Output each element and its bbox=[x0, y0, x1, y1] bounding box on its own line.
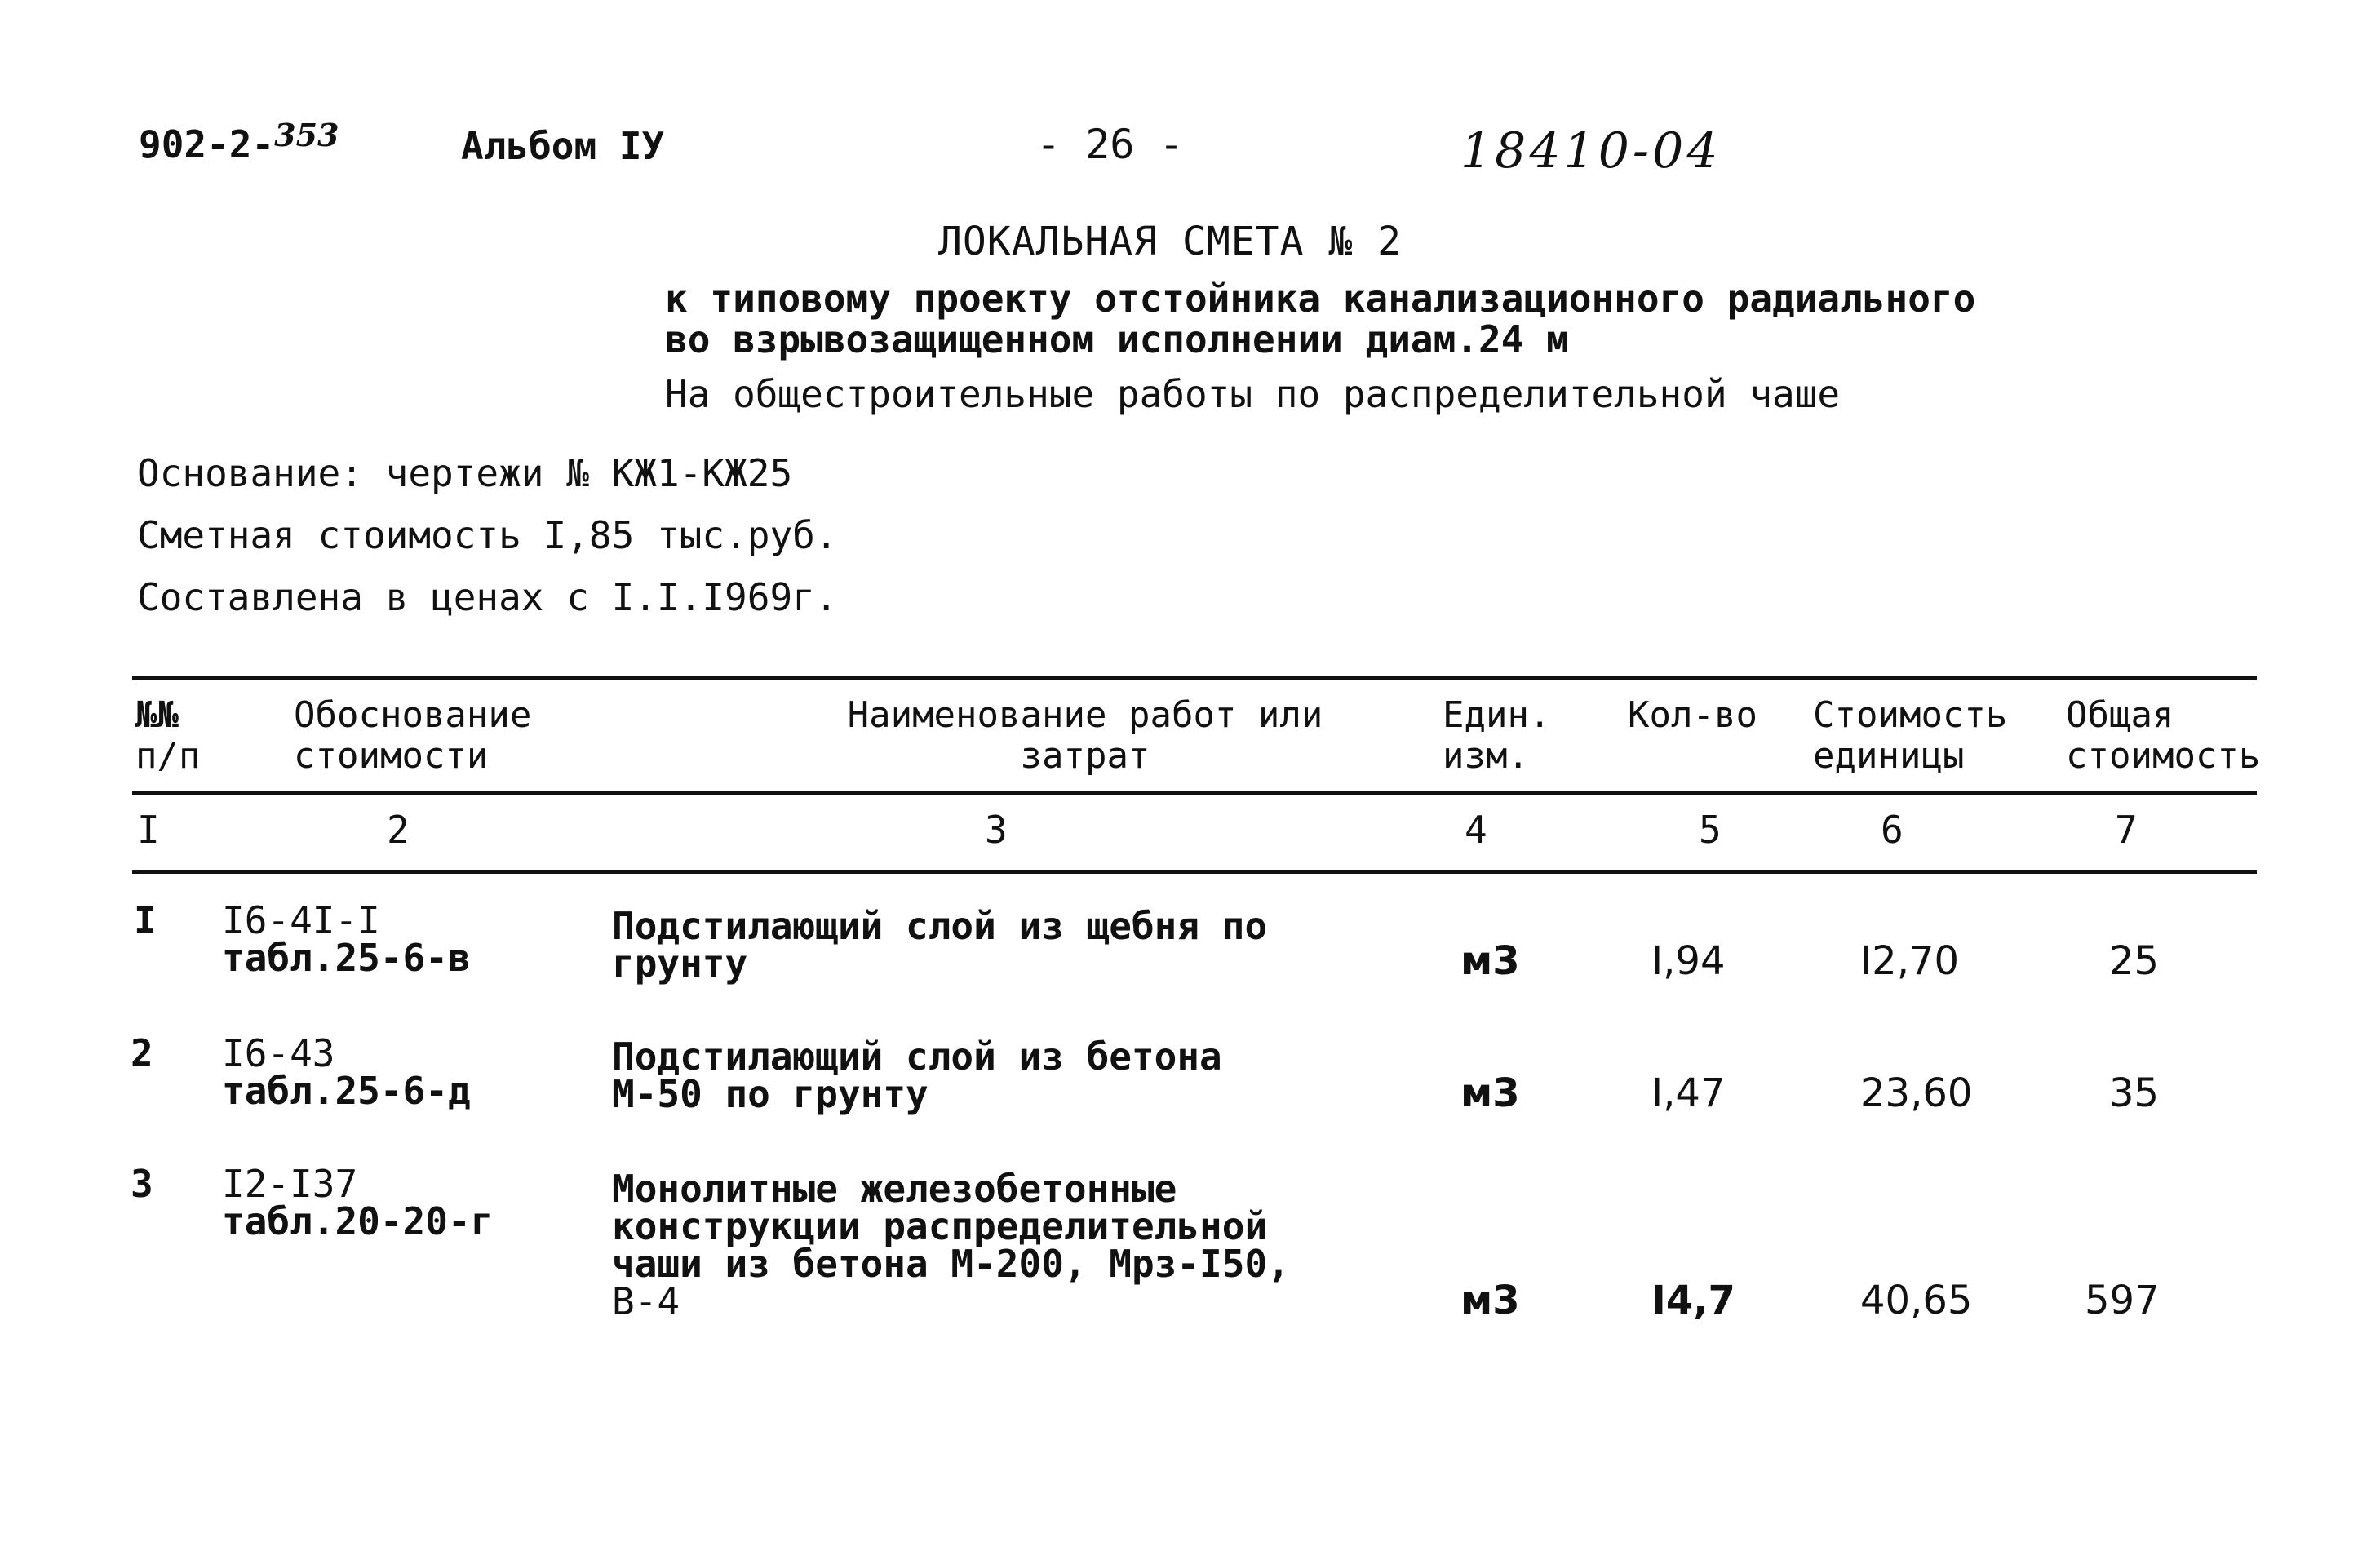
header-item-no-line2: п/п bbox=[135, 735, 201, 777]
header-basis-line1: Обоснование bbox=[294, 694, 532, 736]
header-unit-cost-line2: единицы bbox=[1813, 735, 1965, 777]
table-column-numbers-rule bbox=[132, 870, 2257, 874]
column-number-5: 5 bbox=[1699, 808, 1722, 852]
row-basis bbox=[222, 1162, 494, 1243]
estimated-cost-line: Сметная стоимость I,85 тыс.руб. bbox=[137, 513, 838, 557]
row-basis-line: I2-I37 bbox=[222, 1162, 358, 1206]
header-unit-cost-line1: Стоимость bbox=[1813, 694, 2008, 736]
column-number-2: 2 bbox=[387, 808, 410, 852]
row-basis-line: табл.25-6-д bbox=[222, 1069, 471, 1113]
basis-line: Основание: чертежи № КЖ1-КЖ25 bbox=[137, 451, 793, 495]
header-unit-line1: Един. bbox=[1443, 694, 1551, 736]
row-work-name-line: Подстилающий слой из щебня по bbox=[612, 904, 1268, 948]
row-unit-cost: I2,70 bbox=[1860, 938, 1960, 984]
subtitle-line-1: к типовому проекту отстойника канализационного радиального bbox=[665, 277, 1976, 321]
row-work-name bbox=[612, 1035, 1222, 1116]
row-unit-cost: 23,60 bbox=[1860, 1070, 1973, 1116]
row-work-name-line: Подстилающий слой из бетона bbox=[612, 1035, 1222, 1079]
header-unit-cost bbox=[1813, 695, 2007, 777]
row-number: I bbox=[134, 898, 157, 942]
row-basis-line: табл.25-6-в bbox=[222, 936, 471, 980]
row-total-cost: 35 bbox=[2109, 1070, 2160, 1116]
row-number: 2 bbox=[131, 1031, 153, 1075]
header-work-name-line2: затрат bbox=[1020, 735, 1150, 777]
row-work-name-line: грунту bbox=[612, 942, 748, 986]
row-unit: м3 bbox=[1460, 1070, 1520, 1116]
row-unit: м3 bbox=[1460, 1278, 1520, 1323]
row-work-name-line: Монолитные железобетонные bbox=[612, 1167, 1177, 1211]
header-quantity bbox=[1628, 695, 1757, 736]
header-total-cost-line1: Общая bbox=[2066, 694, 2174, 736]
work-purpose: На общестроительные работы по распределительной чаше bbox=[665, 372, 1841, 416]
handwritten-code: 18410-04 bbox=[1460, 122, 1722, 179]
header-total-cost-line2: стоимость bbox=[2066, 735, 2261, 777]
header-item-no bbox=[135, 695, 200, 777]
row-work-name-line: В-4 bbox=[612, 1279, 680, 1323]
row-total-cost: 597 bbox=[2085, 1278, 2160, 1323]
row-basis bbox=[222, 898, 471, 980]
row-work-name bbox=[612, 1167, 1290, 1323]
column-number-7: 7 bbox=[2115, 808, 2138, 852]
subtitle-line-2: во взрывозащищенном исполнении диам.24 м bbox=[665, 317, 1569, 361]
row-basis-line: табл.20-20-г bbox=[222, 1199, 494, 1243]
header-unit bbox=[1443, 695, 1550, 777]
document-series bbox=[139, 117, 339, 166]
header-total-cost bbox=[2066, 695, 2260, 777]
row-quantity: I,94 bbox=[1651, 938, 1726, 984]
row-total-cost: 25 bbox=[2109, 938, 2160, 984]
header-basis bbox=[294, 695, 531, 777]
column-number-4: 4 bbox=[1465, 808, 1487, 852]
table-header-rule bbox=[132, 791, 2257, 795]
row-unit: м3 bbox=[1460, 938, 1520, 984]
row-work-name-line: М-50 по грунту bbox=[612, 1072, 929, 1116]
row-basis-line: I6-43 bbox=[222, 1031, 335, 1075]
header-basis-line2: стоимости bbox=[294, 735, 489, 777]
row-quantity: I,47 bbox=[1651, 1070, 1726, 1116]
row-number: 3 bbox=[131, 1162, 153, 1206]
row-work-name-line: чаши из бетона М-200, Мрз-I50, bbox=[612, 1242, 1290, 1286]
album-label: Альбом IУ bbox=[461, 124, 665, 168]
column-number-6: 6 bbox=[1881, 808, 1904, 852]
price-basis-line: Составлена в ценах с I.I.I969г. bbox=[137, 575, 838, 619]
series-handwritten-number: 353 bbox=[274, 117, 339, 153]
header-item-no-line1: №№ bbox=[135, 694, 179, 736]
header-work-name bbox=[816, 695, 1354, 777]
page-number: - 26 - bbox=[1036, 121, 1184, 168]
row-quantity: I4,7 bbox=[1651, 1278, 1735, 1323]
header-work-name-line1: Наименование работ или bbox=[847, 694, 1323, 736]
table-top-rule bbox=[132, 676, 2257, 680]
row-basis-line: I6-4I-I bbox=[222, 898, 380, 942]
header-unit-line2: изм. bbox=[1443, 735, 1529, 777]
column-number-3: 3 bbox=[985, 808, 1008, 852]
row-basis bbox=[222, 1031, 471, 1113]
document-title: ЛОКАЛЬНАЯ СМЕТА № 2 bbox=[938, 219, 1403, 264]
column-number-1: I bbox=[137, 808, 160, 852]
row-work-name bbox=[612, 904, 1268, 986]
header-quantity-line1: Кол-во bbox=[1628, 694, 1757, 736]
row-unit-cost: 40,65 bbox=[1860, 1278, 1973, 1323]
row-work-name-line: конструкции распределительной bbox=[612, 1204, 1268, 1248]
series-prefix: 902-2- bbox=[139, 122, 275, 166]
